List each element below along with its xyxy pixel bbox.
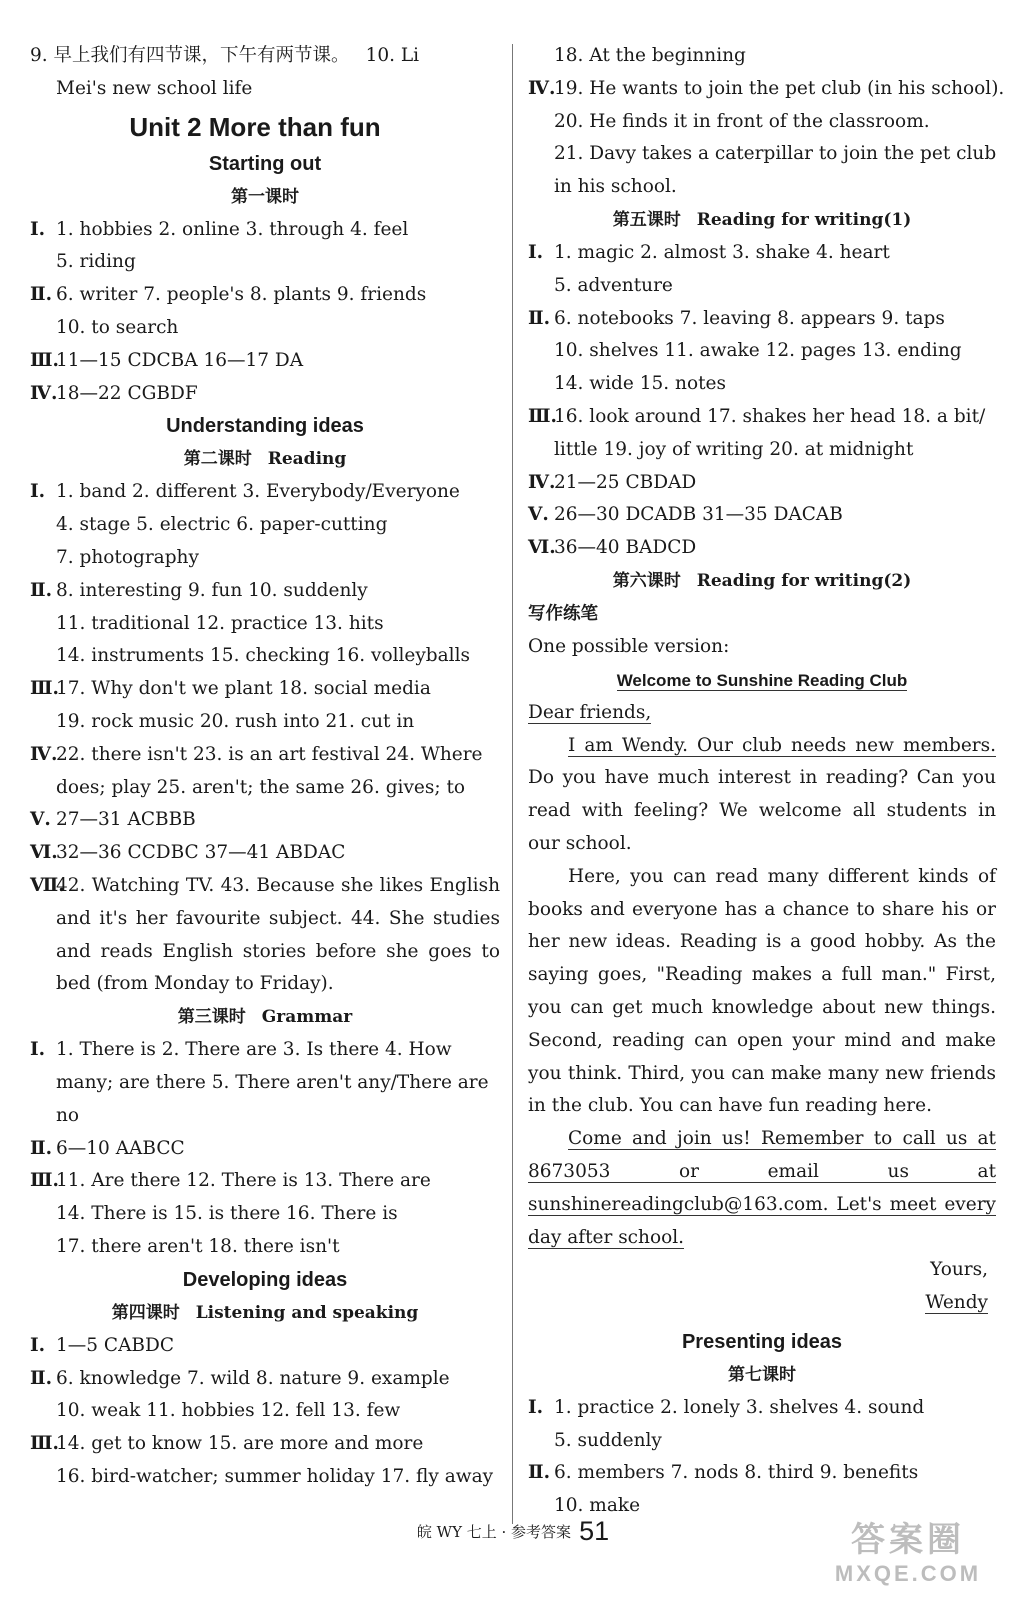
essay-greeting: Dear friends, <box>528 701 652 723</box>
essay-paragraph: Come and join us! Remember to call us at 8673053 or email us at sunshinereadingclub@163.com. Let's meet every day after school. <box>528 1128 996 1248</box>
answer-line: 10. to search <box>56 316 179 338</box>
answer-line: Ⅲ.11. Are there 12. There is 13. There are <box>30 1170 431 1192</box>
answer-line: Ⅲ.17. Why don't we plant 18. social media <box>30 678 431 700</box>
answer-line: 4. stage 5. electric 6. paper-cutting <box>56 514 388 536</box>
answer-line: Mei's new school life <box>56 77 253 99</box>
lesson-heading-7: 第七课时 <box>728 1364 796 1385</box>
column-divider <box>512 44 513 1524</box>
answer-line: 14. instruments 15. checking 16. volleyballs <box>56 645 471 667</box>
watermark-logo: 答案圈 MXQE.COM <box>834 1521 982 1586</box>
answer-line: Ⅰ. 1. magic 2. almost 3. shake 4. heart <box>528 241 890 263</box>
answer-line: Ⅳ.22. there isn't 23. is an art festival 24. Where <box>30 743 483 765</box>
answer-line: Ⅱ. 6—10 AABCC <box>30 1137 185 1159</box>
answer-line: Ⅱ. 6. knowledge 7. wild 8. nature 9. example <box>30 1367 450 1389</box>
answer-line: little 19. joy of writing 20. at midnight <box>554 438 914 460</box>
answer-line: Ⅰ. 1. band 2. different 3. Everybody/Everyone <box>30 481 460 503</box>
answer-line: Ⅱ. 6. writer 7. people's 8. plants 9. friends <box>30 284 427 306</box>
answer-line: Ⅰ. 1. hobbies 2. online 3. through 4. feel <box>30 218 409 240</box>
lesson-heading-4: 第四课时 Listening and speaking <box>111 1302 419 1323</box>
footer-label: 皖 WY 七上 · 参考答案 <box>416 1523 572 1541</box>
answer-line: does; play 25. aren't; the same 26. gives; to <box>56 776 466 798</box>
lesson-heading-1: 第一课时 <box>231 186 299 207</box>
answer-line: Ⅰ. 1. There is 2. There are 3. Is there 4. How <box>30 1039 452 1061</box>
answer-line: 5. riding <box>56 251 136 273</box>
answer-line: Ⅱ. 6. notebooks 7. leaving 8. appears 9. taps <box>528 307 945 329</box>
answer-line: Ⅰ. 1—5 CABDC <box>30 1334 175 1356</box>
answer-line: 10. weak 11. hobbies 12. fell 13. few <box>56 1400 401 1422</box>
answer-paragraph: Ⅶ.42. Watching TV. 43. Because she likes English and it's her favourite subject. 44. She studies and reads English stories before she goes to bed (from Monday to Friday). <box>30 874 500 995</box>
writing-practice-label: 写作练笔 <box>528 603 598 624</box>
answer-line: 16. bird-watcher; summer holiday 17. fly away <box>56 1465 494 1487</box>
essay-paragraph: I am Wendy. Our club needs new members. Do you have much interest in reading? Can you read with feeling? We welcome all students in our school. <box>528 734 996 854</box>
answer-line: in his school. <box>554 176 677 198</box>
essay-title: Welcome to Sunshine Reading Club <box>616 670 908 690</box>
answer-line: 14. There is 15. is there 16. There is <box>56 1203 398 1225</box>
page-number: 51 <box>579 1516 610 1546</box>
answer-line: 19. rock music 20. rush into 21. cut in <box>56 710 415 732</box>
answer-line: many; are there 5. There aren't any/There are <box>56 1071 489 1093</box>
lesson-heading-6: 第六课时 Reading for writing(2) <box>612 570 912 591</box>
answer-line: 10. make <box>554 1495 641 1517</box>
section-heading-developing: Developing ideas <box>182 1268 348 1291</box>
answer-line: Ⅲ.11—15 CDCBA 16—17 DA <box>30 349 304 371</box>
lesson-heading-5: 第五课时 Reading for writing(1) <box>612 209 912 230</box>
answer-line: Ⅲ.16. look around 17. shakes her head 18. a bit/ <box>528 405 986 427</box>
answer-line: 17. there aren't 18. there isn't <box>56 1235 340 1257</box>
answer-line: Ⅱ. 6. members 7. nods 8. third 9. benefits <box>528 1462 919 1484</box>
answer-line: 11. traditional 12. practice 13. hits <box>56 612 384 634</box>
essay-signature: Wendy <box>925 1292 988 1314</box>
answer-line: 9. 早上我们有四节课，下午有两节课。 10. Li <box>30 45 420 66</box>
lesson-heading-3: 第三课时 Grammar <box>177 1007 353 1028</box>
answer-line: Ⅱ. 8. interesting 9. fun 10. suddenly <box>30 579 368 601</box>
unit-title: Unit 2 More than fun <box>129 111 381 142</box>
answer-line: Ⅲ.14. get to know 15. are more and more <box>30 1433 424 1455</box>
answer-line: Ⅳ.19. He wants to join the pet club (in his school). <box>528 77 1005 99</box>
section-heading-starting-out: Starting out <box>208 152 322 175</box>
answer-line: 21. Davy takes a caterpillar to join the pet club <box>554 143 997 165</box>
answer-line: 5. adventure <box>554 274 673 296</box>
section-heading-presenting: Presenting ideas <box>681 1330 843 1353</box>
answer-line: 18. At the beginning <box>554 45 746 66</box>
right-column <box>528 40 1005 1523</box>
answer-line: Ⅵ.32—36 CCDBC 37—41 ABDAC <box>30 842 346 864</box>
answer-line: Ⅴ. 27—31 ACBBB <box>30 809 196 831</box>
answer-line: no <box>56 1104 80 1126</box>
answer-line: 20. He finds it in front of the classroom. <box>554 110 930 132</box>
answer-line: 10. shelves 11. awake 12. pages 13. ending <box>554 340 962 362</box>
answer-line: 5. suddenly <box>554 1429 662 1451</box>
answer-line: Ⅵ.36—40 BADCD <box>528 537 697 559</box>
answer-line: 14. wide 15. notes <box>554 373 726 395</box>
essay-closing: Yours, <box>930 1259 988 1281</box>
left-column <box>30 40 500 1494</box>
answer-line: 7. photography <box>56 546 199 568</box>
essay-paragraph: Here, you can read many different kinds of books and everyone has a chance to share his or her new ideas. Reading is a good hobby. As the saying goes, "Reading makes a full man." First, you can get much knowledge about new things. Second, reading can open your mind and make you think. Third, you can make many new friends in the club. You can have fun reading here. <box>528 865 996 1117</box>
lesson-heading-2: 第二课时 Reading <box>183 449 347 470</box>
answer-line: Ⅳ.21—25 CBDAD <box>528 471 697 493</box>
possible-version-label: One possible version: <box>528 635 730 657</box>
answer-line: Ⅴ. 26—30 DCADB 31—35 DACAB <box>528 504 843 526</box>
answer-line: Ⅳ.18—22 CGBDF <box>30 382 198 404</box>
section-heading-understanding: Understanding ideas <box>166 415 364 438</box>
answer-line: Ⅰ. 1. practice 2. lonely 3. shelves 4. sound <box>528 1396 925 1418</box>
